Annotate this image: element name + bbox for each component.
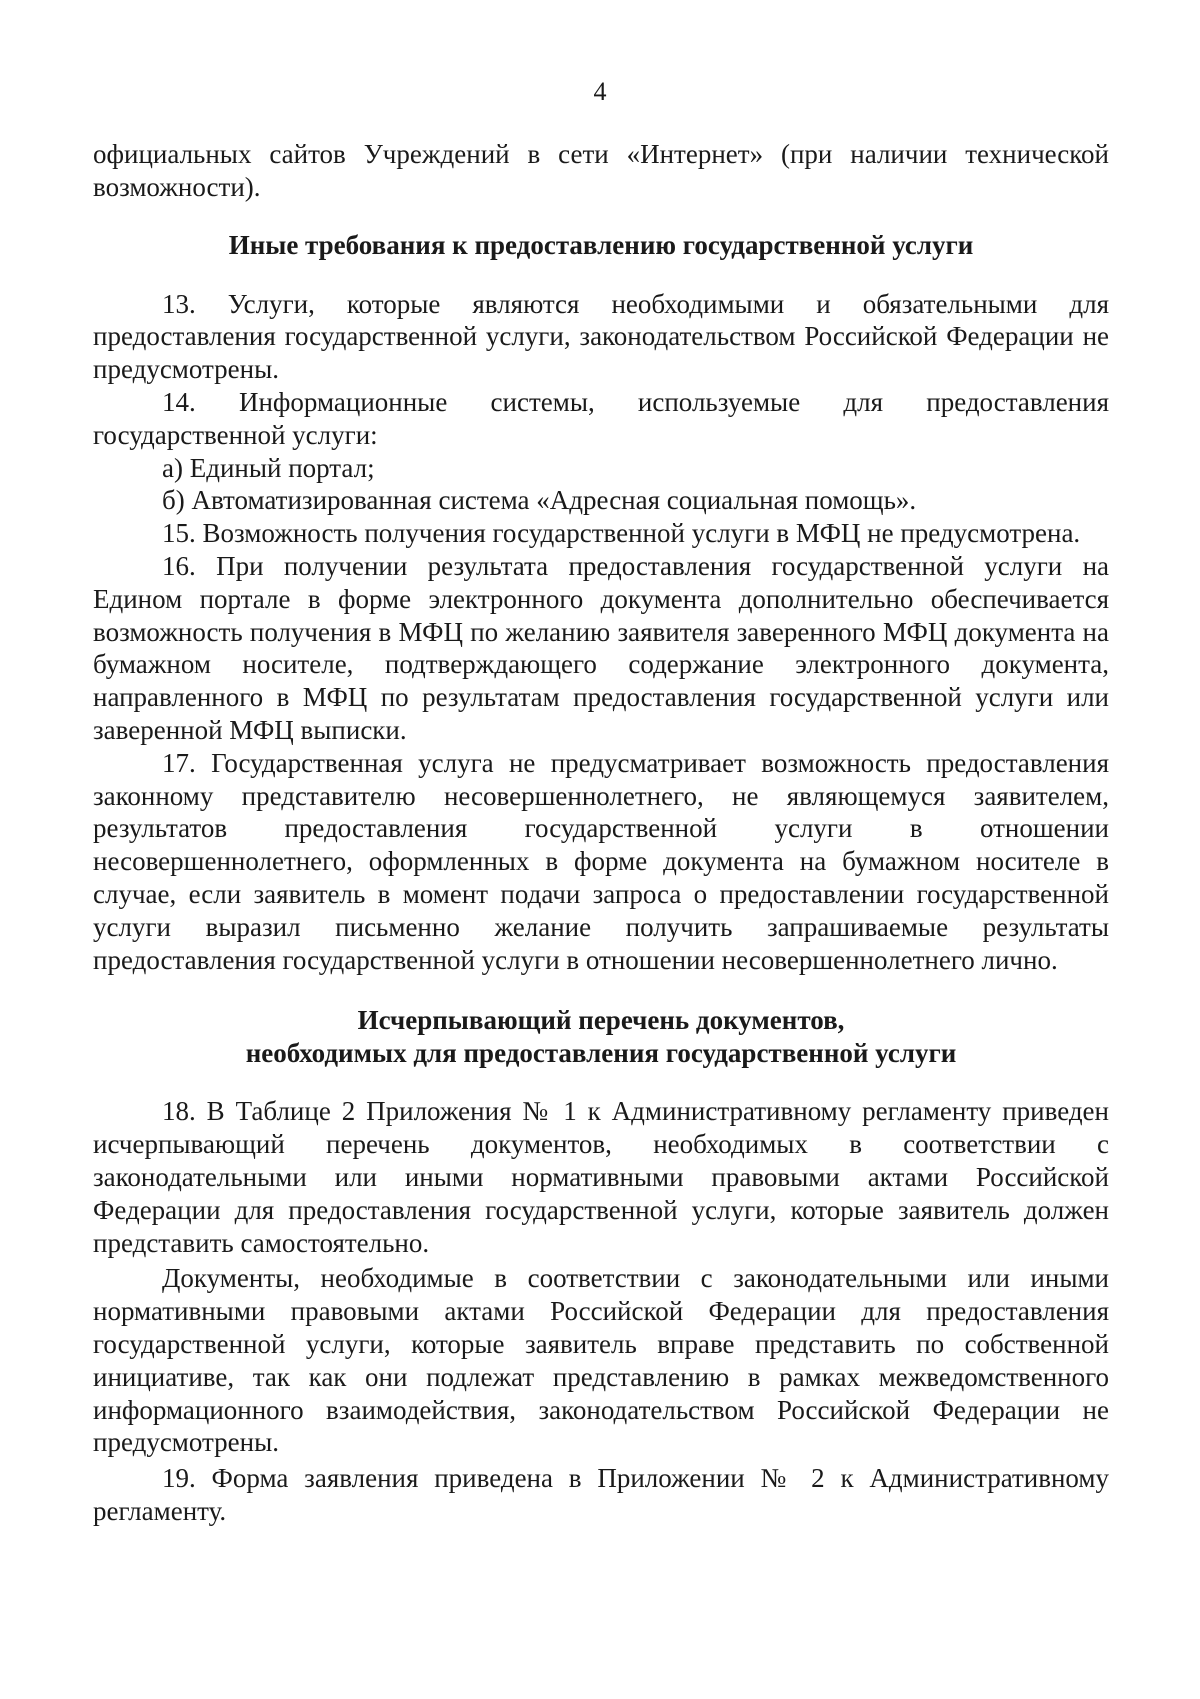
section-heading-line-2: необходимых для предоставления государственной услуги (245, 1038, 957, 1069)
paragraph-item-19: 19. Форма заявления приведена в Приложении № 2 к Административному регламенту. (93, 1463, 1109, 1526)
paragraph-item-14a: а) Единый портал; (162, 452, 375, 483)
paragraph-item-14b: б) Автоматизированная система «Адресная социальная помощь». (162, 485, 917, 516)
paragraph-item-17: 17. Государственная услуга не предусматривает возможность предоставления законному представителю несовершеннолетнего, не являющемуся заявителем, результатов предоставления государственной услуги в отношении несовершеннолетнего, оформленных в форме документа на бумажном носителе в случае, если заявитель в момент подачи запроса о предоставлении государственной услуги выразил письменно желание получить запрашиваемые результаты предоставления государственной услуги в отношении несовершеннолетнего лично. (93, 747, 1109, 975)
section-heading-documents-list (93, 1004, 1109, 1070)
paragraph-item-13: 13. Услуги, которые являются необходимыми и обязательными для предоставления государственной услуги, законодательством Российской Федерации не предусмотрены. (93, 288, 1109, 385)
document-body (93, 138, 1109, 1528)
paragraph-item-18: 18. В Таблице 2 Приложения № 1 к Административному регламенту приведен исчерпывающий перечень документов, необходимых в соответствии с законодательными или иными нормативными правовыми актами Российской Федерации для предоставления государственной услуги, которые заявитель должен представить самостоятельно. (93, 1096, 1109, 1258)
paragraph-documents-optional: Документы, необходимые в соответствии с законодательными или иными нормативными правовыми актами Российской Федерации для предоставления государственной услуги, которые заявитель вправе представить по собственной инициативе, так как они подлежат представлению в рамках межведомственного информационного взаимодействия, законодательством Российской Федерации не предусмотрены. (93, 1263, 1109, 1458)
page-number: 4 (593, 77, 607, 106)
section-heading-other-requirements: Иные требования к предоставлению государственной услуги (228, 229, 974, 260)
paragraph-continuation: официальных сайтов Учреждений в сети «Интернет» (при наличии технической возможности). (93, 139, 1109, 202)
paragraph-item-14: 14. Информационные системы, используемые для предоставления государственной услуги: (93, 386, 1109, 450)
paragraph-item-15: 15. Возможность получения государственной услуги в МФЦ не предусмотрена. (162, 518, 1081, 549)
paragraph-item-16: 16. При получении результата предоставления государственной услуги на Едином портале в форме электронного документа дополнительно обеспечивается возможность получения в МФЦ по желанию заявителя заверенного МФЦ документа на бумажном носителе, подтверждающего содержание электронного документа, направленного в МФЦ по результатам предоставления государственной услуги или заверенной МФЦ выписки. (93, 550, 1109, 745)
section-heading-line-1: Исчерпывающий перечень документов, (357, 1005, 845, 1036)
